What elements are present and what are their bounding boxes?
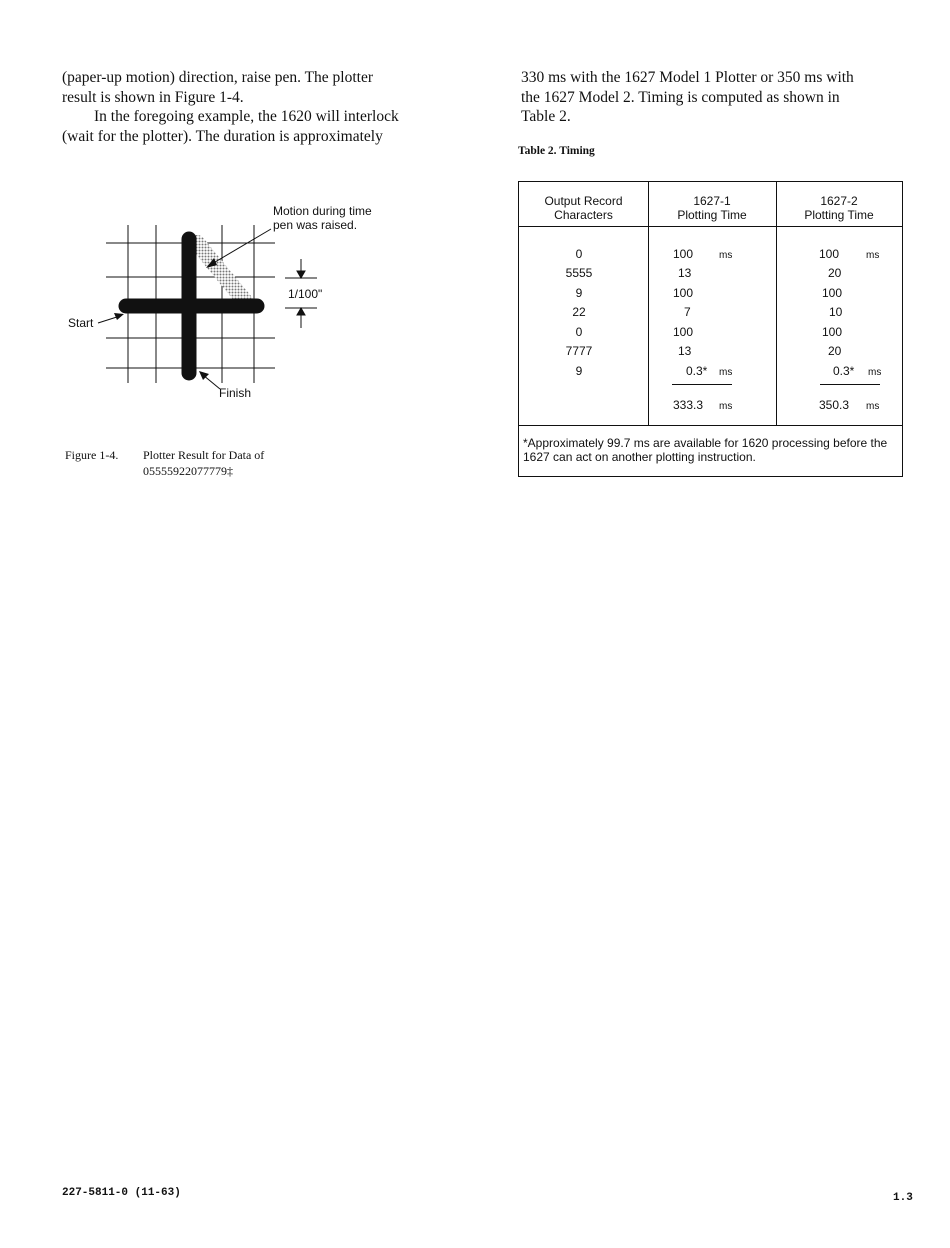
form-number: 227-5811-0 (11-63) (62, 1187, 181, 1199)
table-row-6-t1: 0.3* (686, 364, 708, 378)
table-row-6-u1: ms (719, 367, 733, 378)
total-t2: 350.3 (819, 398, 850, 412)
plotter-figure (60, 195, 400, 405)
figure-caption-line-1: Plotter Result for Data of (143, 448, 265, 462)
sum-rule-2 (820, 384, 880, 385)
table-row-1-t1: 13 (678, 266, 692, 280)
left-line-1: (paper-up motion) direction, raise pen. The plotter (62, 69, 374, 86)
table-caption: Table 2. Timing (518, 145, 595, 157)
header-1627-2: 1627-2 Plotting Time (804, 194, 874, 222)
table-footnote: *Approximately 99.7 ms are available for 1620 processing before the 1627 can act on another plotting instruction. (523, 436, 888, 464)
table-row-0-u1: ms (719, 250, 733, 261)
scale-label: 1/100" (288, 287, 323, 301)
table-row-0-u2: ms (866, 250, 880, 261)
table-footnote-rule (519, 425, 902, 426)
table-row-2-chars: 9 (575, 286, 583, 300)
motion-label-1: Motion during time (273, 204, 372, 218)
left-line-3: In the foregoing example, the 1620 will interlock (94, 108, 399, 125)
header-1627-1: 1627-1 Plotting Time (677, 194, 747, 222)
table-row-3-t1: 7 (684, 305, 691, 319)
table-row-4-t1: 100 (673, 325, 694, 339)
timing-table (518, 181, 903, 477)
right-column-text (521, 68, 931, 127)
table-row-6-chars: 9 (575, 364, 583, 378)
table-row-2-t2: 100 (822, 286, 843, 300)
table-row-1-chars: 5555 (565, 266, 593, 280)
table-row-0-t2: 100 (819, 247, 840, 261)
figure-caption-line-2: 05555922077779‡ (143, 464, 233, 478)
right-line-2: the 1627 Model 2. Timing is computed as shown in (521, 88, 840, 106)
table-row-6-t2: 0.3* (833, 364, 855, 378)
right-line-1: 330 ms with the 1627 Model 1 Plotter or 350 ms with (521, 69, 854, 86)
start-arrow-head (114, 313, 124, 320)
total-t1: 333.3 (673, 398, 704, 412)
table-row-4-t2: 100 (822, 325, 843, 339)
table-row-0-chars: 0 (575, 247, 583, 261)
table-row-3-chars: 22 (572, 305, 586, 319)
table-row-5-t2: 20 (828, 344, 842, 358)
table-row-3-t2: 10 (829, 305, 843, 319)
page-number: 1.3 (893, 1192, 913, 1204)
finish-label: Finish (219, 386, 252, 400)
table-row-6-u2: ms (868, 367, 882, 378)
left-column-text (62, 68, 482, 146)
table-header-rule (519, 226, 902, 227)
header-output-record: Output Record Characters (544, 194, 623, 222)
sum-rule-1 (672, 384, 732, 385)
table-row-4-chars: 0 (575, 325, 583, 339)
figure-caption-label: Figure 1-4. (65, 448, 119, 462)
right-line-3: Table 2. (521, 108, 571, 125)
left-line-2: result is shown in Figure 1-4. (62, 88, 244, 106)
start-label: Start (68, 316, 94, 330)
table-row-0-t1: 100 (673, 247, 694, 261)
total-u2: ms (866, 401, 880, 412)
table-row-5-chars: 7777 (565, 344, 593, 358)
table-row-1-t2: 20 (828, 266, 842, 280)
table-row-2-t1: 100 (673, 286, 694, 300)
figure-caption (65, 447, 264, 479)
total-u1: ms (719, 401, 733, 412)
left-line-4: (wait for the plotter). The duration is approximately (62, 127, 383, 145)
table-row-5-t1: 13 (678, 344, 692, 358)
motion-label-2: pen was raised. (273, 218, 358, 232)
